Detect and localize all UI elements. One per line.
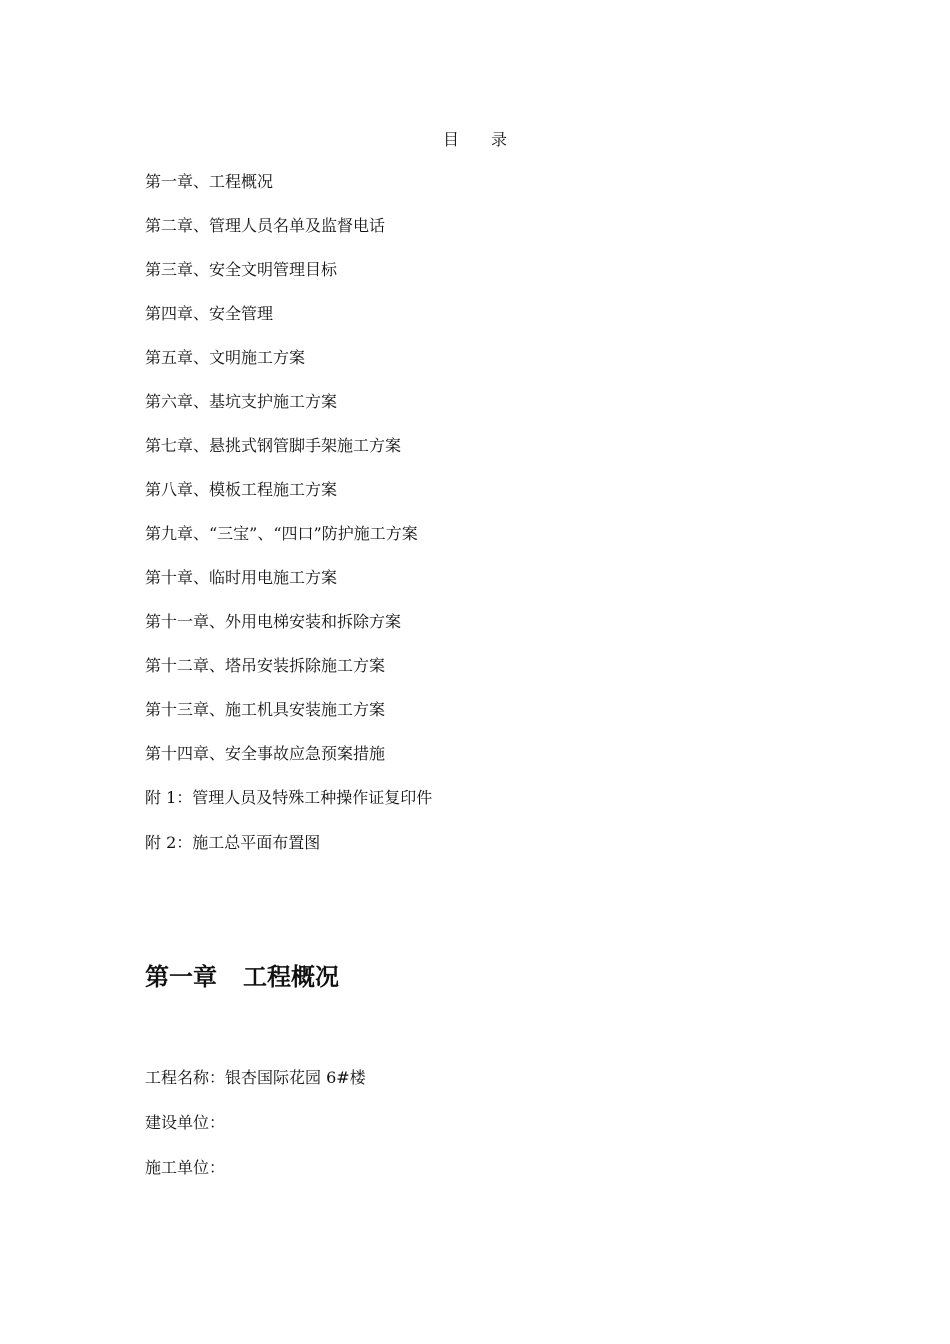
project-name-field: 工程名称：银杏国际花园 6#楼 (145, 1068, 366, 1087)
toc-item-chapter-10[interactable]: 第十章、临时用电施工方案 (145, 568, 338, 587)
toc-item-chapter-8[interactable]: 第八章、模板工程施工方案 (145, 480, 338, 499)
toc-item-chapter-14[interactable]: 第十四章、安全事故应急预案措施 (145, 744, 386, 763)
toc-item-chapter-13[interactable]: 第十三章、施工机具安装施工方案 (145, 700, 386, 719)
toc-item-chapter-4[interactable]: 第四章、安全管理 (145, 304, 274, 323)
chapter-1-heading (145, 957, 339, 992)
toc-item-chapter-2[interactable]: 第二章、管理人员名单及监督电话 (145, 216, 386, 235)
project-info (145, 1067, 366, 1202)
toc-title-right: 录 (491, 130, 508, 149)
chapter-title: 工程概况 (243, 962, 339, 991)
construction-unit-field: 建设单位： (145, 1113, 226, 1132)
toc-item-appendix-1[interactable]: 附 1：管理人员及特殊工种操作证复印件 (145, 788, 433, 807)
chapter-number: 第一章 (145, 962, 217, 991)
toc-item-chapter-1[interactable]: 第一章、工程概况 (145, 172, 274, 191)
toc-item-chapter-6[interactable]: 第六章、基坑支护施工方案 (145, 392, 338, 411)
toc-list (145, 171, 432, 876)
builder-unit-field: 施工单位： (145, 1158, 226, 1177)
toc-item-chapter-7[interactable]: 第七章、悬挑式钢管脚手架施工方案 (145, 436, 402, 455)
toc-item-chapter-11[interactable]: 第十一章、外用电梯安装和拆除方案 (145, 612, 402, 631)
toc-item-chapter-5[interactable]: 第五章、文明施工方案 (145, 348, 306, 367)
toc-title-left: 目 (442, 130, 459, 149)
toc-item-chapter-12[interactable]: 第十二章、塔吊安装拆除施工方案 (145, 656, 386, 675)
toc-title (0, 127, 950, 150)
toc-item-appendix-2[interactable]: 附 2：施工总平面布置图 (145, 833, 321, 852)
toc-item-chapter-3[interactable]: 第三章、安全文明管理目标 (145, 260, 338, 279)
toc-item-chapter-9[interactable]: 第九章、“三宝”、“四口”防护施工方案 (145, 524, 418, 543)
